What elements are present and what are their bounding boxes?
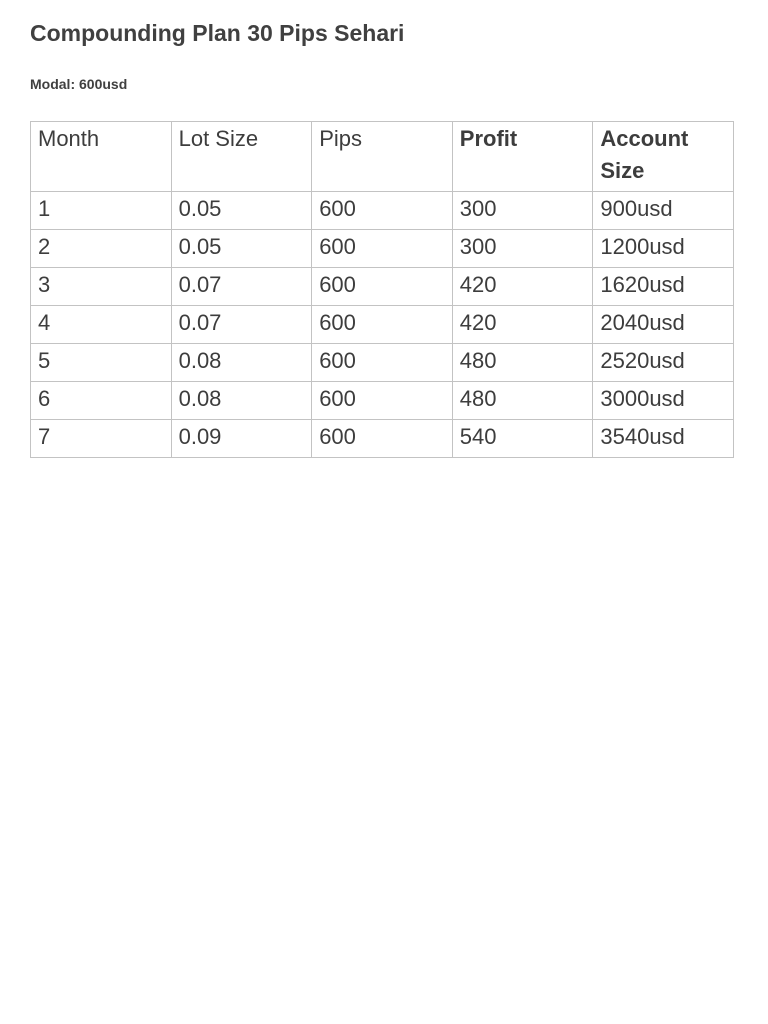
- lot-size-cell: 0.05: [171, 192, 312, 230]
- pips-cell: 600: [312, 382, 453, 420]
- table-row: [31, 306, 734, 344]
- month-cell: 7: [31, 420, 172, 458]
- page-title: Compounding Plan 30 Pips Sehari: [30, 20, 405, 46]
- capital-subtitle: Modal: 600usd: [30, 76, 128, 92]
- month-cell: 3: [31, 268, 172, 306]
- month-cell: 4: [31, 306, 172, 344]
- table-body: [31, 192, 734, 458]
- table-header: [31, 122, 734, 192]
- table-row: [31, 344, 734, 382]
- account-size-cell: 3000usd: [593, 382, 734, 420]
- account-size-cell: 900usd: [593, 192, 734, 230]
- account-size-cell: 2040usd: [593, 306, 734, 344]
- pips-cell: 600: [312, 268, 453, 306]
- lot-size-cell: 0.08: [171, 344, 312, 382]
- lot-size-cell: 0.07: [171, 268, 312, 306]
- account-size-cell: 3540usd: [593, 420, 734, 458]
- table-row: [31, 268, 734, 306]
- column-header-lot-size: Lot Size: [171, 122, 312, 192]
- table-row: [31, 382, 734, 420]
- lot-size-cell: 0.08: [171, 382, 312, 420]
- month-cell: 5: [31, 344, 172, 382]
- profit-cell: 300: [452, 230, 593, 268]
- profit-cell: 420: [452, 306, 593, 344]
- compounding-plan-table: [30, 121, 734, 458]
- month-cell: 1: [31, 192, 172, 230]
- table-row: [31, 420, 734, 458]
- profit-cell: 480: [452, 382, 593, 420]
- table-row: [31, 230, 734, 268]
- column-header-pips: Pips: [312, 122, 453, 192]
- account-size-cell: 1200usd: [593, 230, 734, 268]
- profit-cell: 420: [452, 268, 593, 306]
- column-header-profit: Profit: [452, 122, 593, 192]
- pips-cell: 600: [312, 420, 453, 458]
- month-cell: 6: [31, 382, 172, 420]
- pips-cell: 600: [312, 230, 453, 268]
- lot-size-cell: 0.05: [171, 230, 312, 268]
- pips-cell: 600: [312, 306, 453, 344]
- column-header-account-size: Account Size: [593, 122, 734, 192]
- header-row: [31, 122, 734, 192]
- pips-cell: 600: [312, 192, 453, 230]
- profit-cell: 300: [452, 192, 593, 230]
- lot-size-cell: 0.07: [171, 306, 312, 344]
- account-size-cell: 2520usd: [593, 344, 734, 382]
- profit-cell: 480: [452, 344, 593, 382]
- column-header-month: Month: [31, 122, 172, 192]
- account-size-cell: 1620usd: [593, 268, 734, 306]
- profit-cell: 540: [452, 420, 593, 458]
- pips-cell: 600: [312, 344, 453, 382]
- month-cell: 2: [31, 230, 172, 268]
- table-row: [31, 192, 734, 230]
- lot-size-cell: 0.09: [171, 420, 312, 458]
